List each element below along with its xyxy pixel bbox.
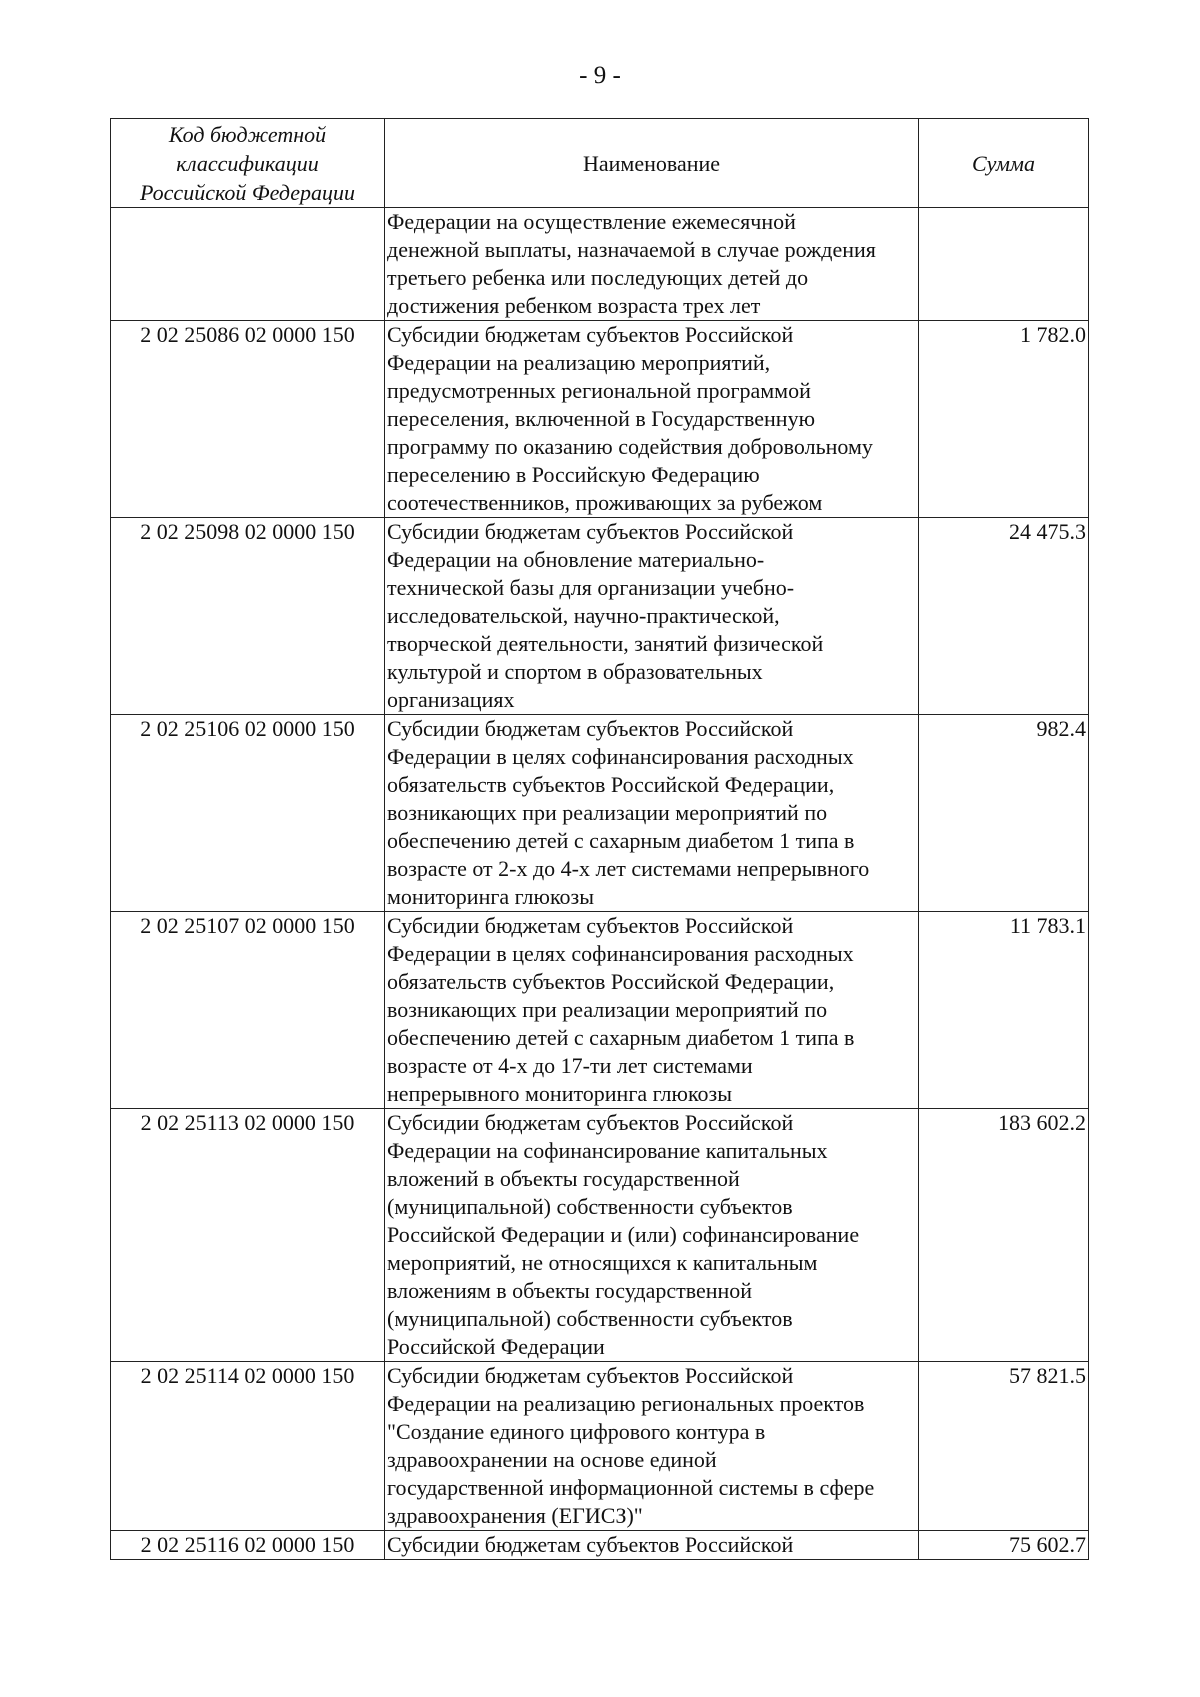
row-name-line: обеспечению детей с сахарным диабетом 1 типа в: [387, 1025, 855, 1050]
row-name-line: (муниципальной) собственности субъектов: [387, 1306, 793, 1331]
row-name-line: возникающих при реализации мероприятий по: [387, 997, 828, 1022]
table-row: [111, 715, 1089, 912]
row-name-line: предусмотренных региональной программой: [387, 378, 811, 403]
row-code: 2 02 25116 02 0000 150: [111, 1531, 385, 1560]
row-name: [385, 912, 919, 1109]
row-name-line: обязательств субъектов Российской Федерации,: [387, 772, 835, 797]
row-code: 2 02 25106 02 0000 150: [111, 715, 385, 912]
row-sum: 1 782.0: [919, 321, 1089, 518]
row-sum: 57 821.5: [919, 1362, 1089, 1531]
row-sum: 183 602.2: [919, 1109, 1089, 1362]
row-name-line: организациях: [387, 687, 515, 712]
row-code: 2 02 25107 02 0000 150: [111, 912, 385, 1109]
row-name-line: третьего ребенка или последующих детей до: [387, 265, 809, 290]
table-row: [111, 208, 1089, 321]
row-name-line: программу по оказанию содействия добровольному: [387, 434, 873, 459]
row-name-line: технической базы для организации учебно-: [387, 575, 795, 600]
table-row: [111, 1109, 1089, 1362]
row-name-line: Федерации на реализацию региональных проектов: [387, 1391, 865, 1416]
row-code: 2 02 25113 02 0000 150: [111, 1109, 385, 1362]
row-name: [385, 518, 919, 715]
header-code: [111, 119, 385, 208]
row-name-line: вложениям в объекты государственной: [387, 1278, 753, 1303]
row-name-line: Федерации в целях софинансирования расходных: [387, 941, 854, 966]
row-name-line: Субсидии бюджетам субъектов Российской: [387, 1532, 794, 1557]
row-name-line: творческой деятельности, занятий физической: [387, 631, 824, 656]
row-name-line: Российской Федерации: [387, 1334, 605, 1359]
row-name-line: вложений в объекты государственной: [387, 1166, 740, 1191]
row-name-line: обязательств субъектов Российской Федерации,: [387, 969, 835, 994]
row-name-line: возникающих при реализации мероприятий по: [387, 800, 828, 825]
row-name: [385, 715, 919, 912]
header-sum: Сумма: [919, 119, 1089, 208]
row-name-line: Федерации на софинансирование капитальных: [387, 1138, 828, 1163]
table-row: [111, 321, 1089, 518]
row-code: [111, 208, 385, 321]
row-name-line: государственной информационной системы в сфере: [387, 1475, 875, 1500]
row-name: [385, 321, 919, 518]
row-name-line: Субсидии бюджетам субъектов Российской: [387, 913, 794, 938]
row-name-line: обеспечению детей с сахарным диабетом 1 типа в: [387, 828, 855, 853]
row-name: [385, 1109, 919, 1362]
row-name-line: Федерации в целях софинансирования расходных: [387, 744, 854, 769]
row-name-line: культурой и спортом в образовательных: [387, 659, 763, 684]
row-code: 2 02 25098 02 0000 150: [111, 518, 385, 715]
page-number: - 9 -: [579, 62, 621, 89]
row-name-line: возрасте от 4-х до 17-ти лет системами: [387, 1053, 753, 1078]
table-header-row: [111, 119, 1089, 208]
row-name-line: достижения ребенком возраста трех лет: [387, 293, 761, 318]
row-name-line: непрерывного мониторинга глюкозы: [387, 1081, 732, 1106]
row-name-line: исследовательской, научно-практической,: [387, 603, 780, 628]
row-name-line: Федерации на осуществление ежемесячной: [387, 209, 796, 234]
row-name-line: возрасте от 2-х до 4-х лет системами непрерывного: [387, 856, 870, 881]
row-name-line: здравоохранения (ЕГИСЗ)": [387, 1503, 643, 1528]
row-name-line: "Создание единого цифрового контура в: [387, 1419, 766, 1444]
row-name-line: Федерации на реализацию мероприятий,: [387, 350, 771, 375]
row-sum: 75 602.7: [919, 1531, 1089, 1560]
row-name-line: соотечественников, проживающих за рубежом: [387, 490, 823, 515]
budget-classification-table: [110, 118, 1089, 1560]
table-row: [111, 518, 1089, 715]
header-name: Наименование: [385, 119, 919, 208]
table-row: [111, 912, 1089, 1109]
row-name-line: Федерации на обновление материально-: [387, 547, 765, 572]
header-code-line: классификации: [176, 150, 319, 176]
row-name: [385, 1531, 919, 1560]
header-code-line: Российской Федерации: [140, 179, 355, 205]
row-name-line: Субсидии бюджетам субъектов Российской: [387, 519, 794, 544]
table-row: [111, 1531, 1089, 1560]
row-name: [385, 208, 919, 321]
row-name-line: переселения, включенной в Государственную: [387, 406, 816, 431]
row-name-line: Субсидии бюджетам субъектов Российской: [387, 716, 794, 741]
row-code: 2 02 25086 02 0000 150: [111, 321, 385, 518]
row-name-line: Субсидии бюджетам субъектов Российской: [387, 1363, 794, 1388]
row-sum: 11 783.1: [919, 912, 1089, 1109]
row-name-line: переселению в Российскую Федерацию: [387, 462, 760, 487]
row-name-line: денежной выплаты, назначаемой в случае рождения: [387, 237, 876, 262]
row-name-line: здравоохранении на основе единой: [387, 1447, 717, 1472]
row-sum: [919, 208, 1089, 321]
row-code: 2 02 25114 02 0000 150: [111, 1362, 385, 1531]
row-name-line: (муниципальной) собственности субъектов: [387, 1194, 793, 1219]
row-sum: 24 475.3: [919, 518, 1089, 715]
row-name-line: Субсидии бюджетам субъектов Российской: [387, 322, 794, 347]
table-body: [111, 208, 1089, 1560]
row-name: [385, 1362, 919, 1531]
row-name-line: мониторинга глюкозы: [387, 884, 594, 909]
row-name-line: Субсидии бюджетам субъектов Российской: [387, 1110, 794, 1135]
row-sum: 982.4: [919, 715, 1089, 912]
table-row: [111, 1362, 1089, 1531]
header-code-line: Код бюджетной: [168, 121, 327, 147]
row-name-line: Российской Федерации и (или) софинансирование: [387, 1222, 860, 1247]
row-name-line: мероприятий, не относящихся к капитальным: [387, 1250, 818, 1275]
